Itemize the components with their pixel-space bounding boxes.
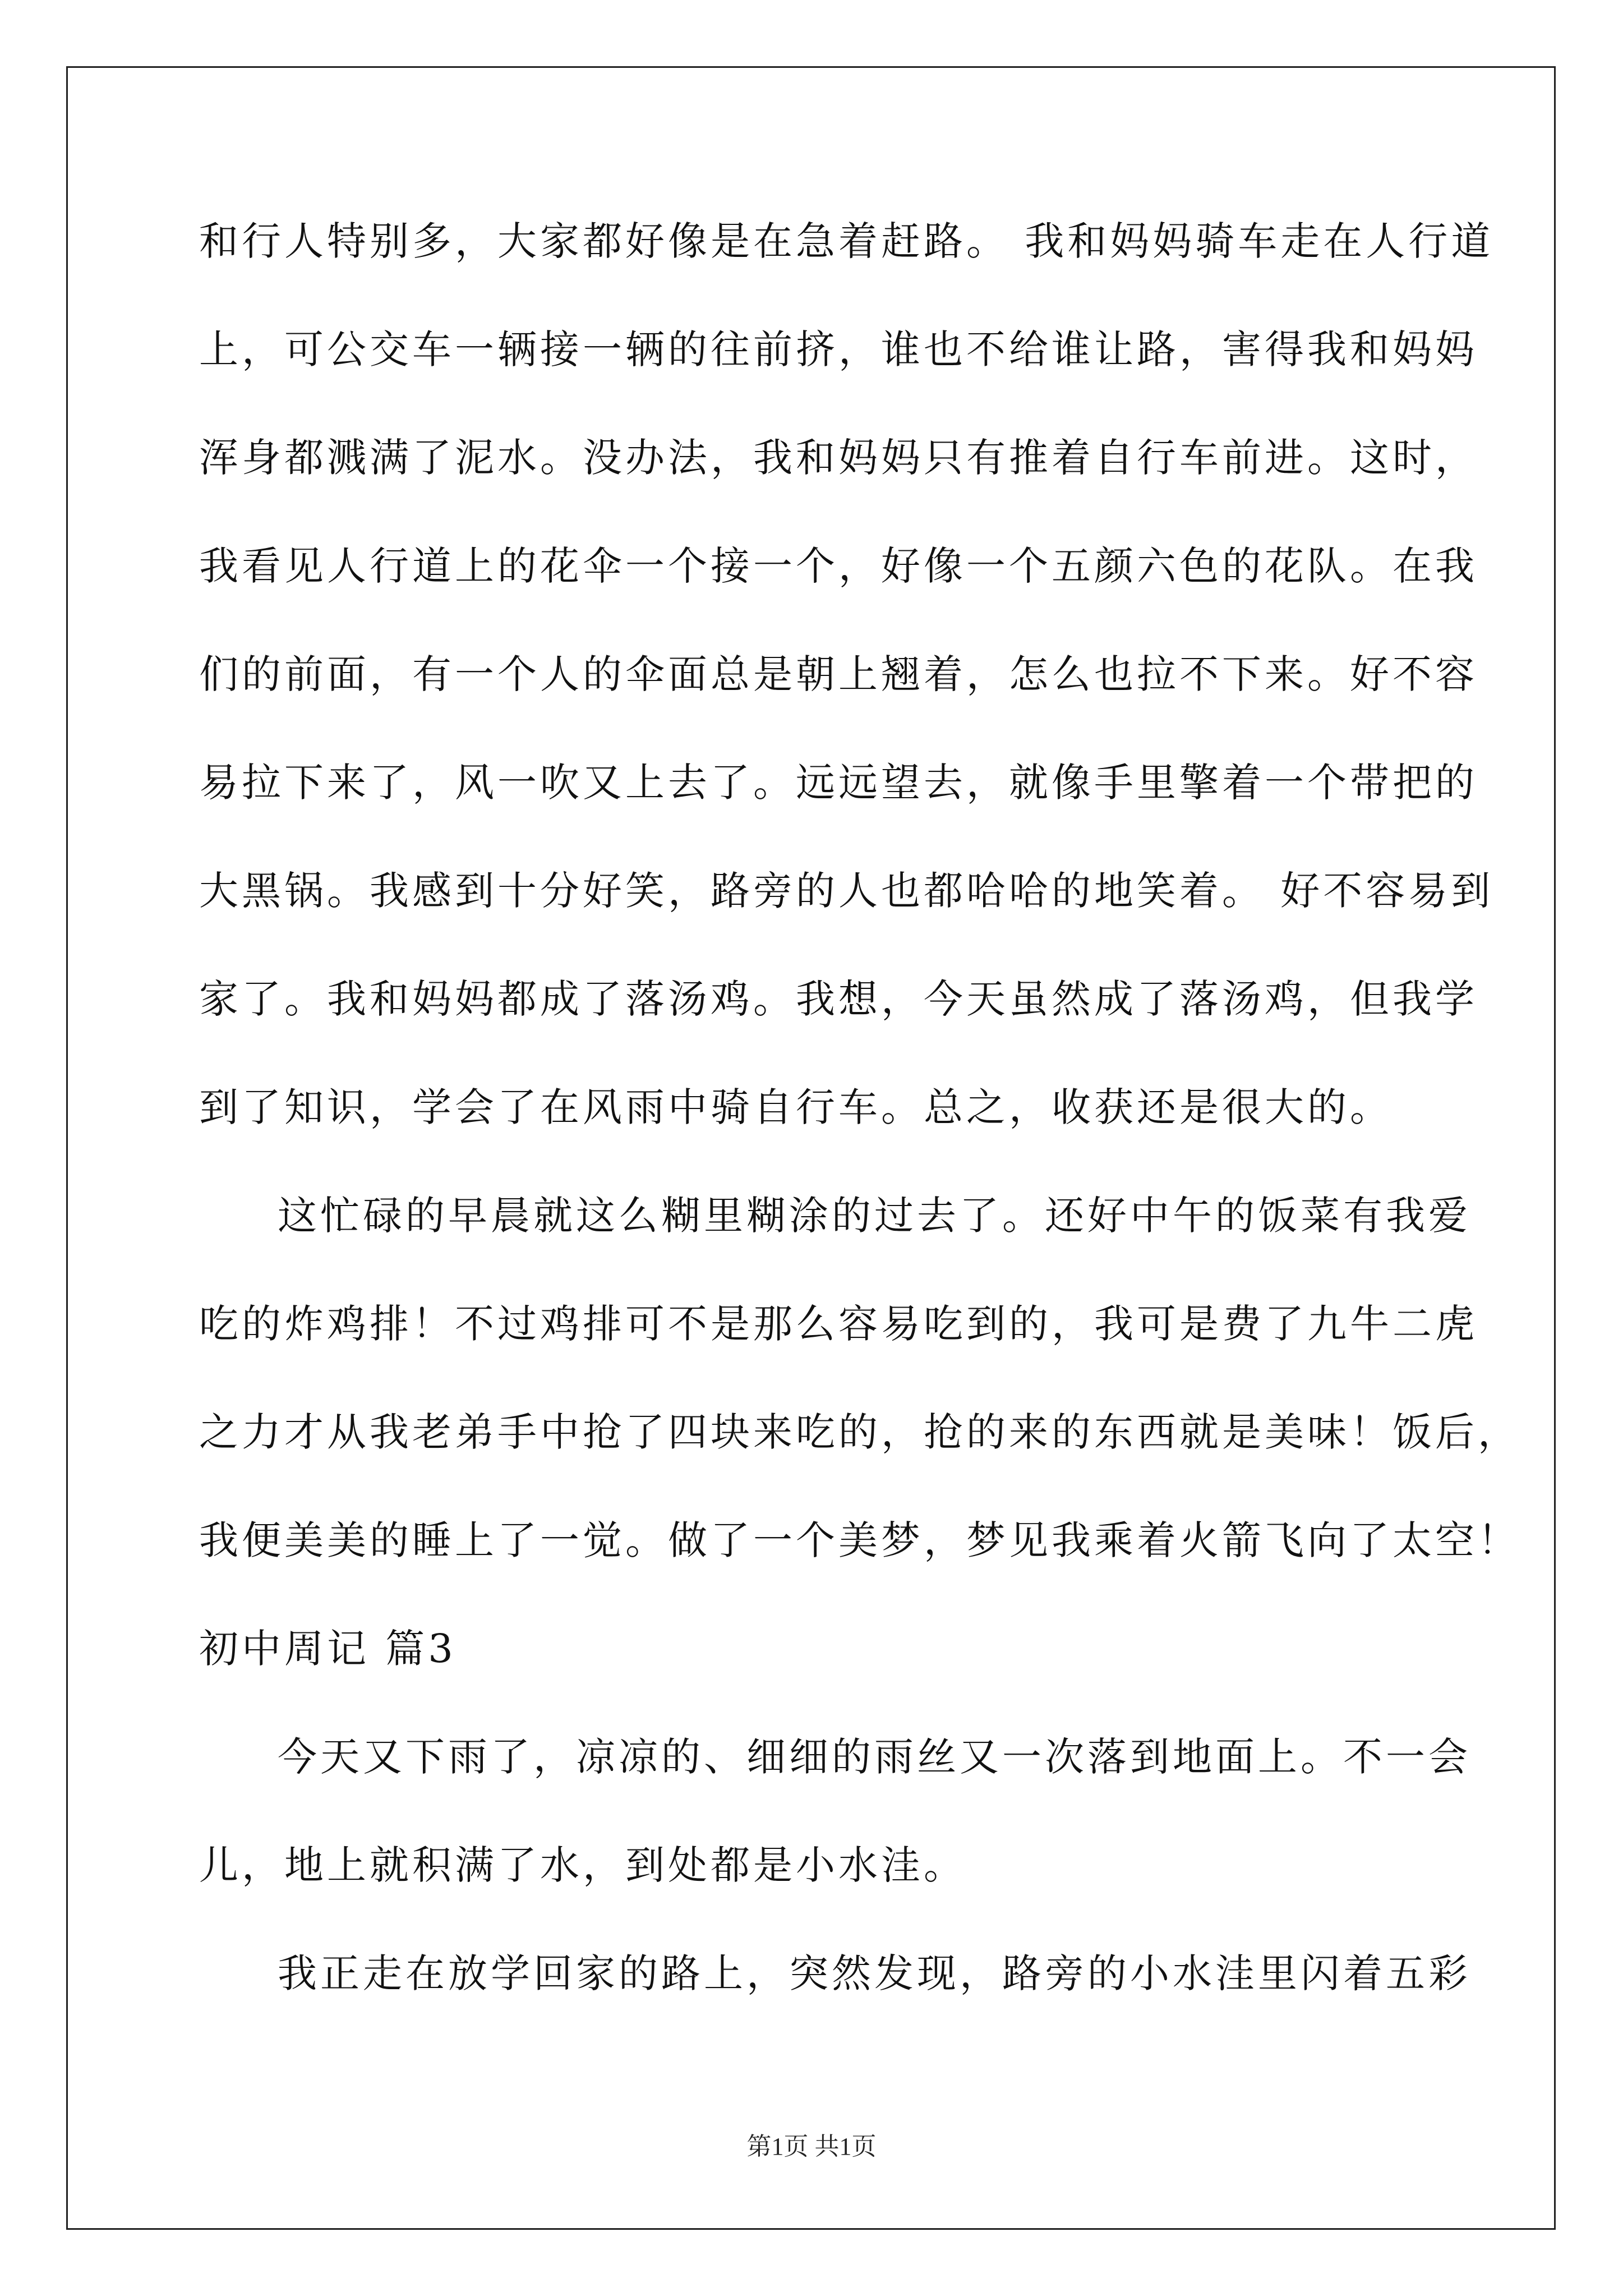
page-border <box>66 66 1556 2230</box>
paragraph-line: 浑身都溅满了泥水。没办法，我和妈妈只有推着自行车前进。这时， <box>199 435 1478 481</box>
paragraph-line: 我看见人行道上的花伞一个接一个，好像一个五颜六色的花队。在我 <box>199 543 1478 589</box>
paragraph-line: 易拉下来了，风一吹又上去了。远远望去，就像手里擎着一个带把的 <box>199 760 1478 806</box>
paragraph-line: 上，可公交车一辆接一辆的往前挤，谁也不给谁让路，害得我和妈妈 <box>199 326 1478 372</box>
page-footer: 第1页 共1页 <box>746 2133 877 2160</box>
paragraph-line: 我便美美的睡上了一觉。做了一个美梦，梦见我乘着火箭飞向了太空！ <box>199 1517 1520 1563</box>
paragraph-line: 之力才从我老弟手中抢了四块来吃的，抢的来的东西就是美味！饭后， <box>199 1409 1520 1455</box>
paragraph-line: 们的前面，有一个人的伞面总是朝上翘着，怎么也拉不下来。好不容 <box>199 651 1478 697</box>
section-heading: 初中周记 篇3 <box>199 1626 457 1672</box>
paragraph-line: 到了知识，学会了在风雨中骑自行车。总之，收获还是很大的。 <box>199 1084 1393 1130</box>
paragraph-line: 家了。我和妈妈都成了落汤鸡。我想，今天虽然成了落汤鸡，但我学 <box>199 976 1478 1022</box>
paragraph-line: 今天又下雨了，凉凉的、细细的雨丝又一次落到地面上。不一会 <box>278 1734 1471 1780</box>
paragraph-line: 和行人特别多，大家都好像是在急着赶路。 我和妈妈骑车走在人行道 <box>199 218 1494 264</box>
paragraph-line: 儿，地上就积满了水，到处都是小水洼。 <box>199 1842 966 1888</box>
paragraph-line: 我正走在放学回家的路上，突然发现，路旁的小水洼里闪着五彩 <box>278 1950 1471 1996</box>
paragraph-line: 这忙碌的早晨就这么糊里糊涂的过去了。还好中午的饭菜有我爱 <box>278 1193 1471 1239</box>
paragraph-line: 大黑锅。我感到十分好笑，路旁的人也都哈哈的地笑着。 好不容易到 <box>199 868 1494 914</box>
paragraph-line: 吃的炸鸡排！不过鸡排可不是那么容易吃到的，我可是费了九牛二虎 <box>199 1301 1478 1347</box>
